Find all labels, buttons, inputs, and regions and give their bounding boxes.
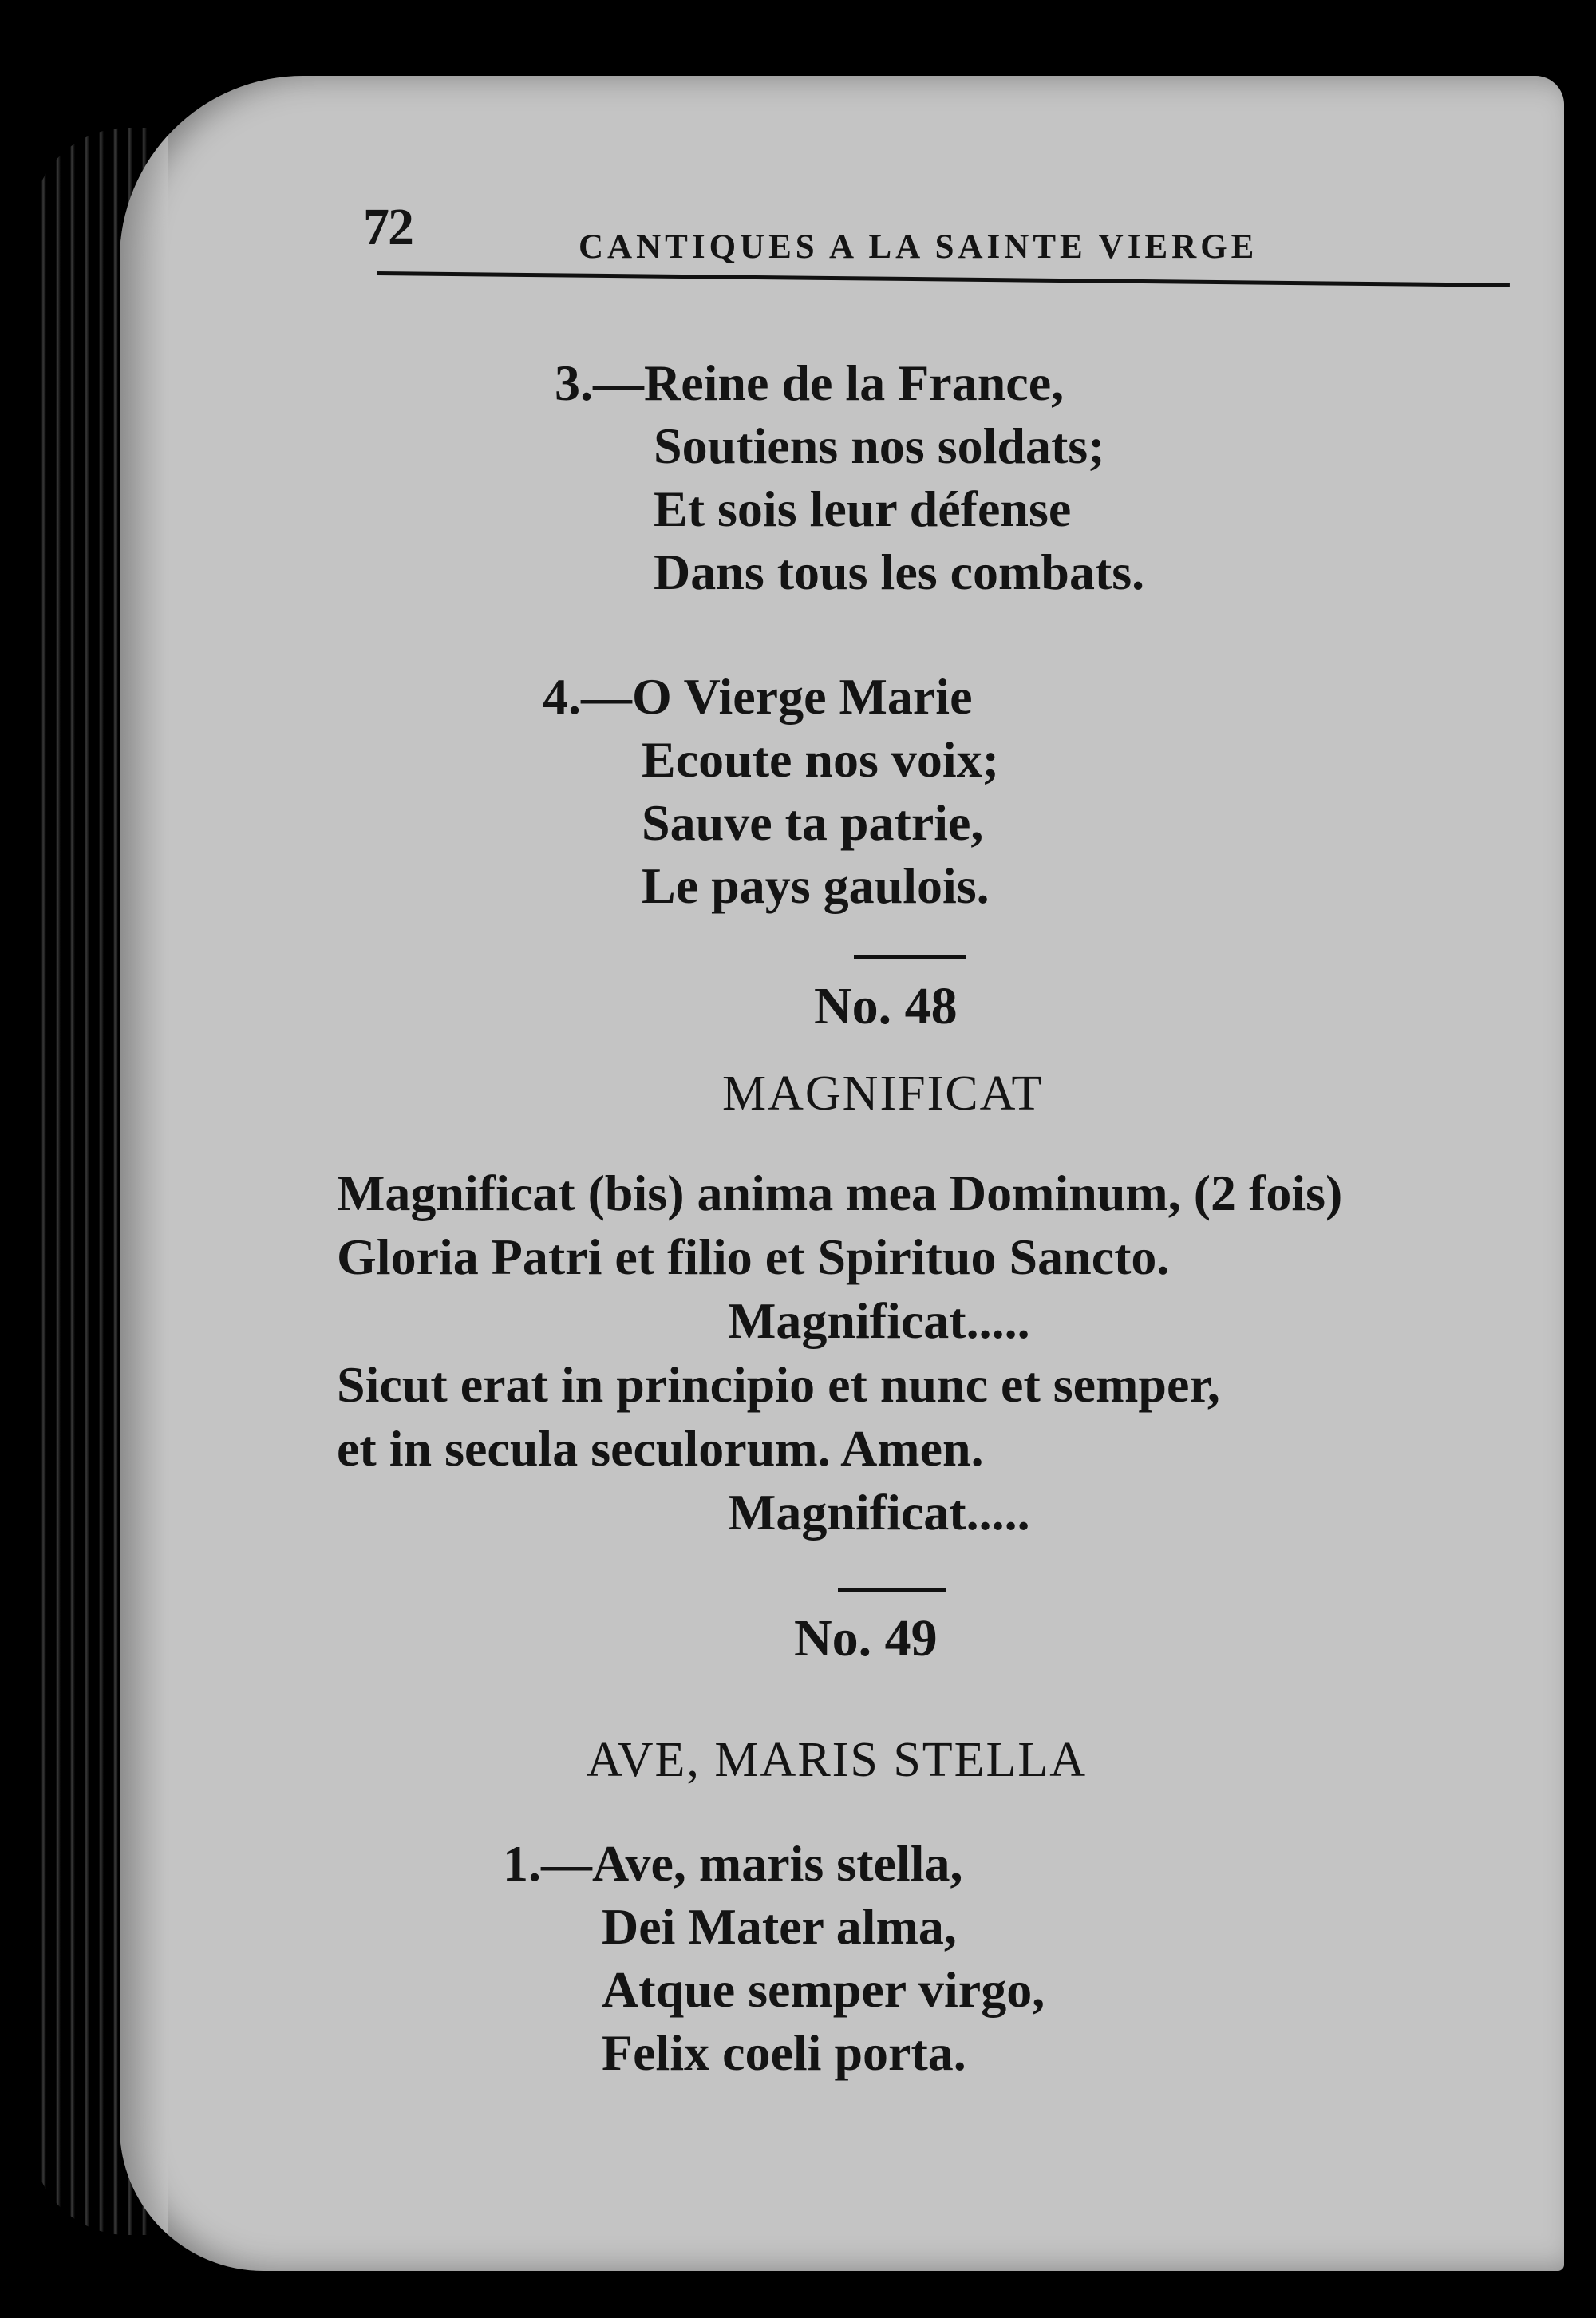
- running-head: CANTIQUES A LA SAINTE VIERGE: [579, 228, 1258, 266]
- stanza-line: Dans tous les combats.: [654, 544, 1145, 600]
- page-shadow: [120, 76, 168, 2271]
- stanza-line: Atque semper virgo,: [602, 1961, 1045, 2018]
- text-line: Magnificat (bis) anima mea Dominum, (2 fois): [337, 1165, 1343, 1221]
- page-number: 72: [363, 198, 413, 256]
- hymn-title: AVE, MARIS STELLA: [587, 1733, 1088, 1787]
- stanza-line: Le pays gaulois.: [642, 857, 990, 914]
- section-divider: [854, 955, 966, 959]
- stanza-line: Dei Mater alma,: [602, 1898, 957, 1955]
- section-divider: [838, 1588, 946, 1592]
- stanza-line: Sauve ta patrie,: [642, 794, 984, 851]
- page-header: [120, 76, 1564, 315]
- book-page: [120, 76, 1564, 2271]
- text-line: Gloria Patri et filio et Spirituo Sancto.: [337, 1228, 1170, 1285]
- stanza-number: 4.—: [543, 668, 632, 725]
- stanza-3: [555, 351, 1144, 603]
- stanza-1: [503, 1832, 1045, 2084]
- stanza-line: 1.—Ave, maris stella,: [503, 1832, 1045, 1895]
- hymn-number: No. 48: [814, 977, 958, 1035]
- stanza-4: [543, 665, 999, 917]
- hymn-number: No. 49: [794, 1609, 938, 1667]
- refrain-line: Magnificat.....: [728, 1484, 1030, 1541]
- stanza-line: Felix coeli porta.: [602, 2024, 966, 2081]
- text-line: et in secula seculorum. Amen.: [337, 1420, 984, 1477]
- stanza-line: Et sois leur défense: [654, 481, 1072, 537]
- stanza-line: 3.—Reine de la France,: [555, 351, 1144, 414]
- stanza-line: Soutiens nos soldats;: [654, 417, 1105, 474]
- stanza-number: 1.—: [503, 1835, 592, 1892]
- magnificat-text: [337, 1161, 1342, 1545]
- hymn-title: MAGNIFICAT: [722, 1066, 1044, 1121]
- refrain-line: Magnificat.....: [728, 1292, 1030, 1349]
- header-rule: [377, 271, 1510, 287]
- stanza-number: 3.—: [555, 354, 644, 411]
- stanza-line: 4.—O Vierge Marie: [543, 665, 999, 728]
- text-line: Sicut erat in principio et nunc et semper,: [337, 1356, 1220, 1413]
- stanza-line: Ecoute nos voix;: [642, 731, 999, 788]
